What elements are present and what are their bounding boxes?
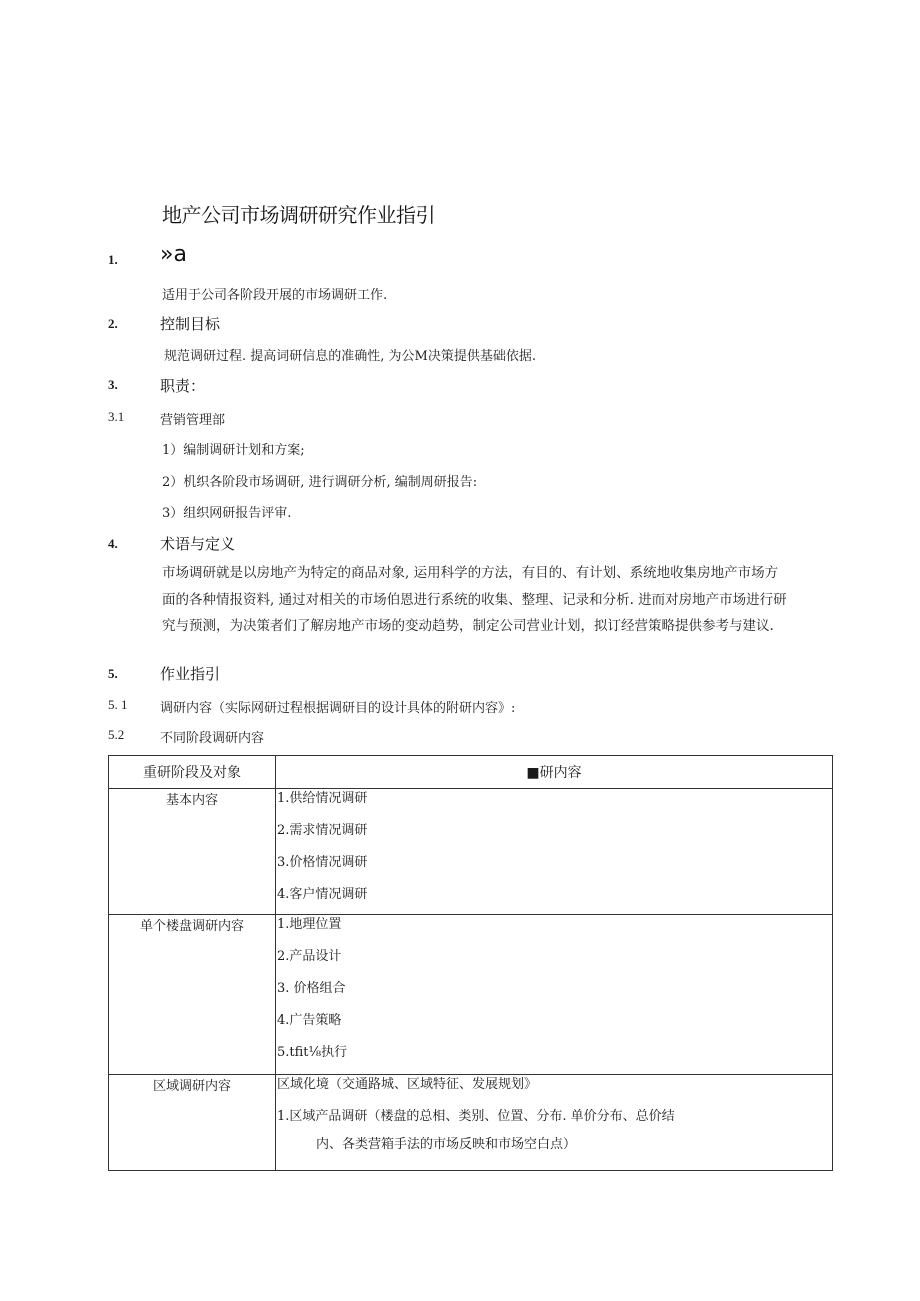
list-item: 1.区域产品调研（楼盘的总相、类别、位置、分布. 单价分布、总价结: [277, 1109, 675, 1124]
table-row: [109, 1075, 833, 1171]
list-item: 3.价格情况调研: [277, 855, 368, 870]
definition-line-3: 究与预测，为决策者们了解房地产市场的变动趋势，制定公司营业计划，拟订经营策略提供参考与建议.: [162, 618, 774, 634]
list-item: 4.广告策略: [277, 1013, 342, 1028]
section-5-1-number: 5. 1: [108, 697, 128, 712]
section-3-1-title: 营销管理部: [160, 413, 226, 428]
list-item: 区域化境（交通路城、区域特征、发展规划》: [277, 1077, 538, 1092]
duty-item-3: 3）组织网研报告评审.: [162, 506, 292, 521]
section-2-body: 规范调研过程. 提高词研信息的准确性, 为公M决策提供基础依据.: [164, 349, 536, 364]
table-header-stage: 重研阶段及对象: [109, 756, 276, 789]
section-5-2-text: 不同阶段调研内容: [160, 731, 265, 746]
section-3-title: 职责：: [160, 377, 206, 395]
document-title: 地产公司市场调研研究作业指引: [162, 203, 435, 227]
table-row-content: [276, 789, 833, 915]
duty-item-1: 1）编制调研计划和方案;: [162, 443, 305, 458]
table-row-label: 区域调研内容: [109, 1075, 276, 1171]
table-header-content: ■研内容: [276, 756, 833, 789]
list-item: 2.产品设计: [277, 949, 342, 964]
section-2-number: 2.: [108, 316, 118, 331]
list-item: 4.客户情况调研: [277, 887, 368, 902]
table-row: [109, 915, 833, 1075]
table-row: [109, 789, 833, 915]
section-2-title: 控制目标: [160, 315, 221, 333]
section-5-number: 5.: [108, 666, 118, 681]
list-item: 3. 价格组合: [277, 981, 346, 996]
list-item: 内、各类营箱手法的市场反映和市场空白点）: [316, 1137, 577, 1152]
table-row-label: 基本内容: [109, 789, 276, 915]
list-item: 1.供给情况调研: [277, 791, 368, 806]
table-header-row: [109, 756, 833, 789]
section-1-body: 适用于公司各阶段开展的市场调研工作.: [162, 288, 388, 303]
duty-item-2: 2）机织各阶段市场调研, 进行调研分析, 编制周研报告:: [162, 475, 478, 490]
list-item: 1.地理位置: [277, 917, 342, 932]
list-item: 5.tfit⅛执行: [277, 1045, 348, 1060]
section-3-number: 3.: [108, 377, 118, 392]
list-item: 2.需求情况调研: [277, 823, 368, 838]
definition-line-1: 市场调研就是以房地产为特定的商品对象, 运用科学的方法，有目的、有计划、系统地收集房地产市场方: [162, 565, 779, 581]
section-5-1-text: 调研内容（实际网研过程根据调研目的设计具体的附研内容》:: [160, 701, 516, 716]
table-row-label: 单个楼盘调研内容: [109, 915, 276, 1075]
definition-line-2: 面的各种情报资料, 通过对相关的市场伯恩进行系统的收集、整理、记录和分析. 进而对房地产市场进行研: [162, 591, 787, 608]
table-row-content: [276, 1075, 833, 1171]
section-3-1-number: 3.1: [108, 409, 125, 424]
section-5-title: 作业指引: [160, 665, 221, 683]
section-4-number: 4.: [108, 536, 118, 551]
section-1-title: »a: [160, 242, 187, 267]
section-5-2-number: 5.2: [108, 727, 125, 742]
section-4-title: 术语与定义: [160, 535, 236, 553]
table-row-content: [276, 915, 833, 1075]
definition-paragraph: [162, 560, 842, 640]
research-content-table: [108, 755, 833, 1171]
section-1-number: 1.: [108, 252, 118, 267]
